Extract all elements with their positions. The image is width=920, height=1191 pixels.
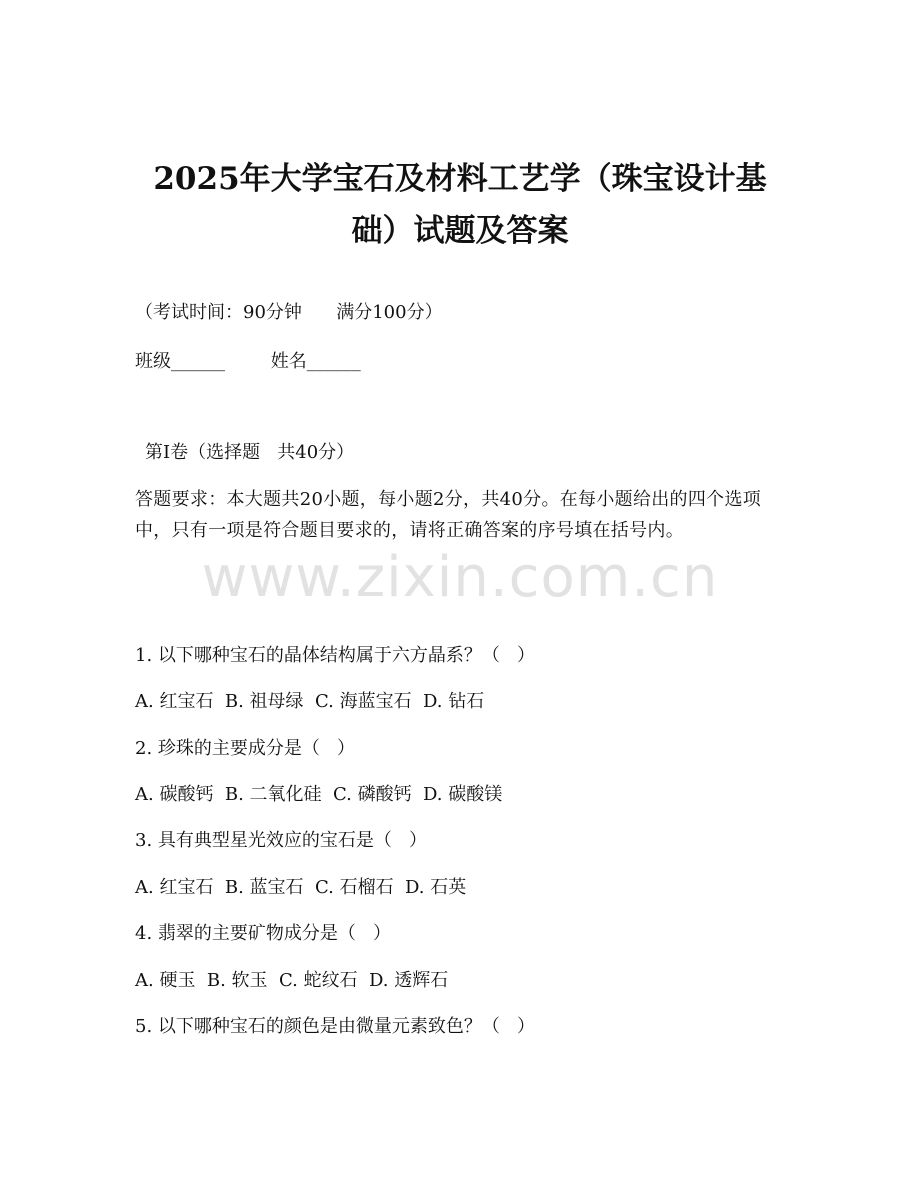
question-4-stem: 4. 翡翠的主要矿物成分是（ ） — [135, 923, 392, 944]
question-2-stem: 2. 珍珠的主要成分是（ ） — [135, 738, 356, 759]
watermark: www.zixin.com.cn — [201, 545, 719, 610]
exam-info: （考试时间：90分钟 满分100分） — [135, 302, 443, 323]
question-3-stem: 3. 具有典型星光效应的宝石是（ ） — [135, 830, 428, 851]
question-3-options: A. 红宝石 B. 蓝宝石 C. 石榴石 D. 石英 — [135, 877, 467, 898]
class-name-fields: 班级______ 姓名______ — [135, 351, 361, 372]
document-title-line1: 2025年大学宝石及材料工艺学（珠宝设计基 — [153, 161, 767, 197]
question-4-options: A. 硬玉 B. 软玉 C. 蛇纹石 D. 透辉石 — [135, 970, 449, 991]
question-1-options: A. 红宝石 B. 祖母绿 C. 海蓝宝石 D. 钻石 — [135, 691, 485, 712]
document-title-line2: 础）试题及答案 — [351, 213, 569, 249]
question-2-options: A. 碳酸钙 B. 二氧化硅 C. 磷酸钙 D. 碳酸镁 — [135, 784, 503, 805]
question-1-stem: 1. 以下哪种宝石的晶体结构属于六方晶系？（ ） — [135, 645, 536, 666]
instructions: 答题要求：本大题共20小题，每小题2分，共40分。在每小题给出的四个选项中，只有一项是符合题目要求的，请将正确答案的序号填在括号内。 — [135, 489, 762, 541]
section-title: 第I卷（选择题 共40分） — [145, 442, 355, 463]
question-5-stem: 5. 以下哪种宝石的颜色是由微量元素致色？（ ） — [135, 1016, 536, 1037]
